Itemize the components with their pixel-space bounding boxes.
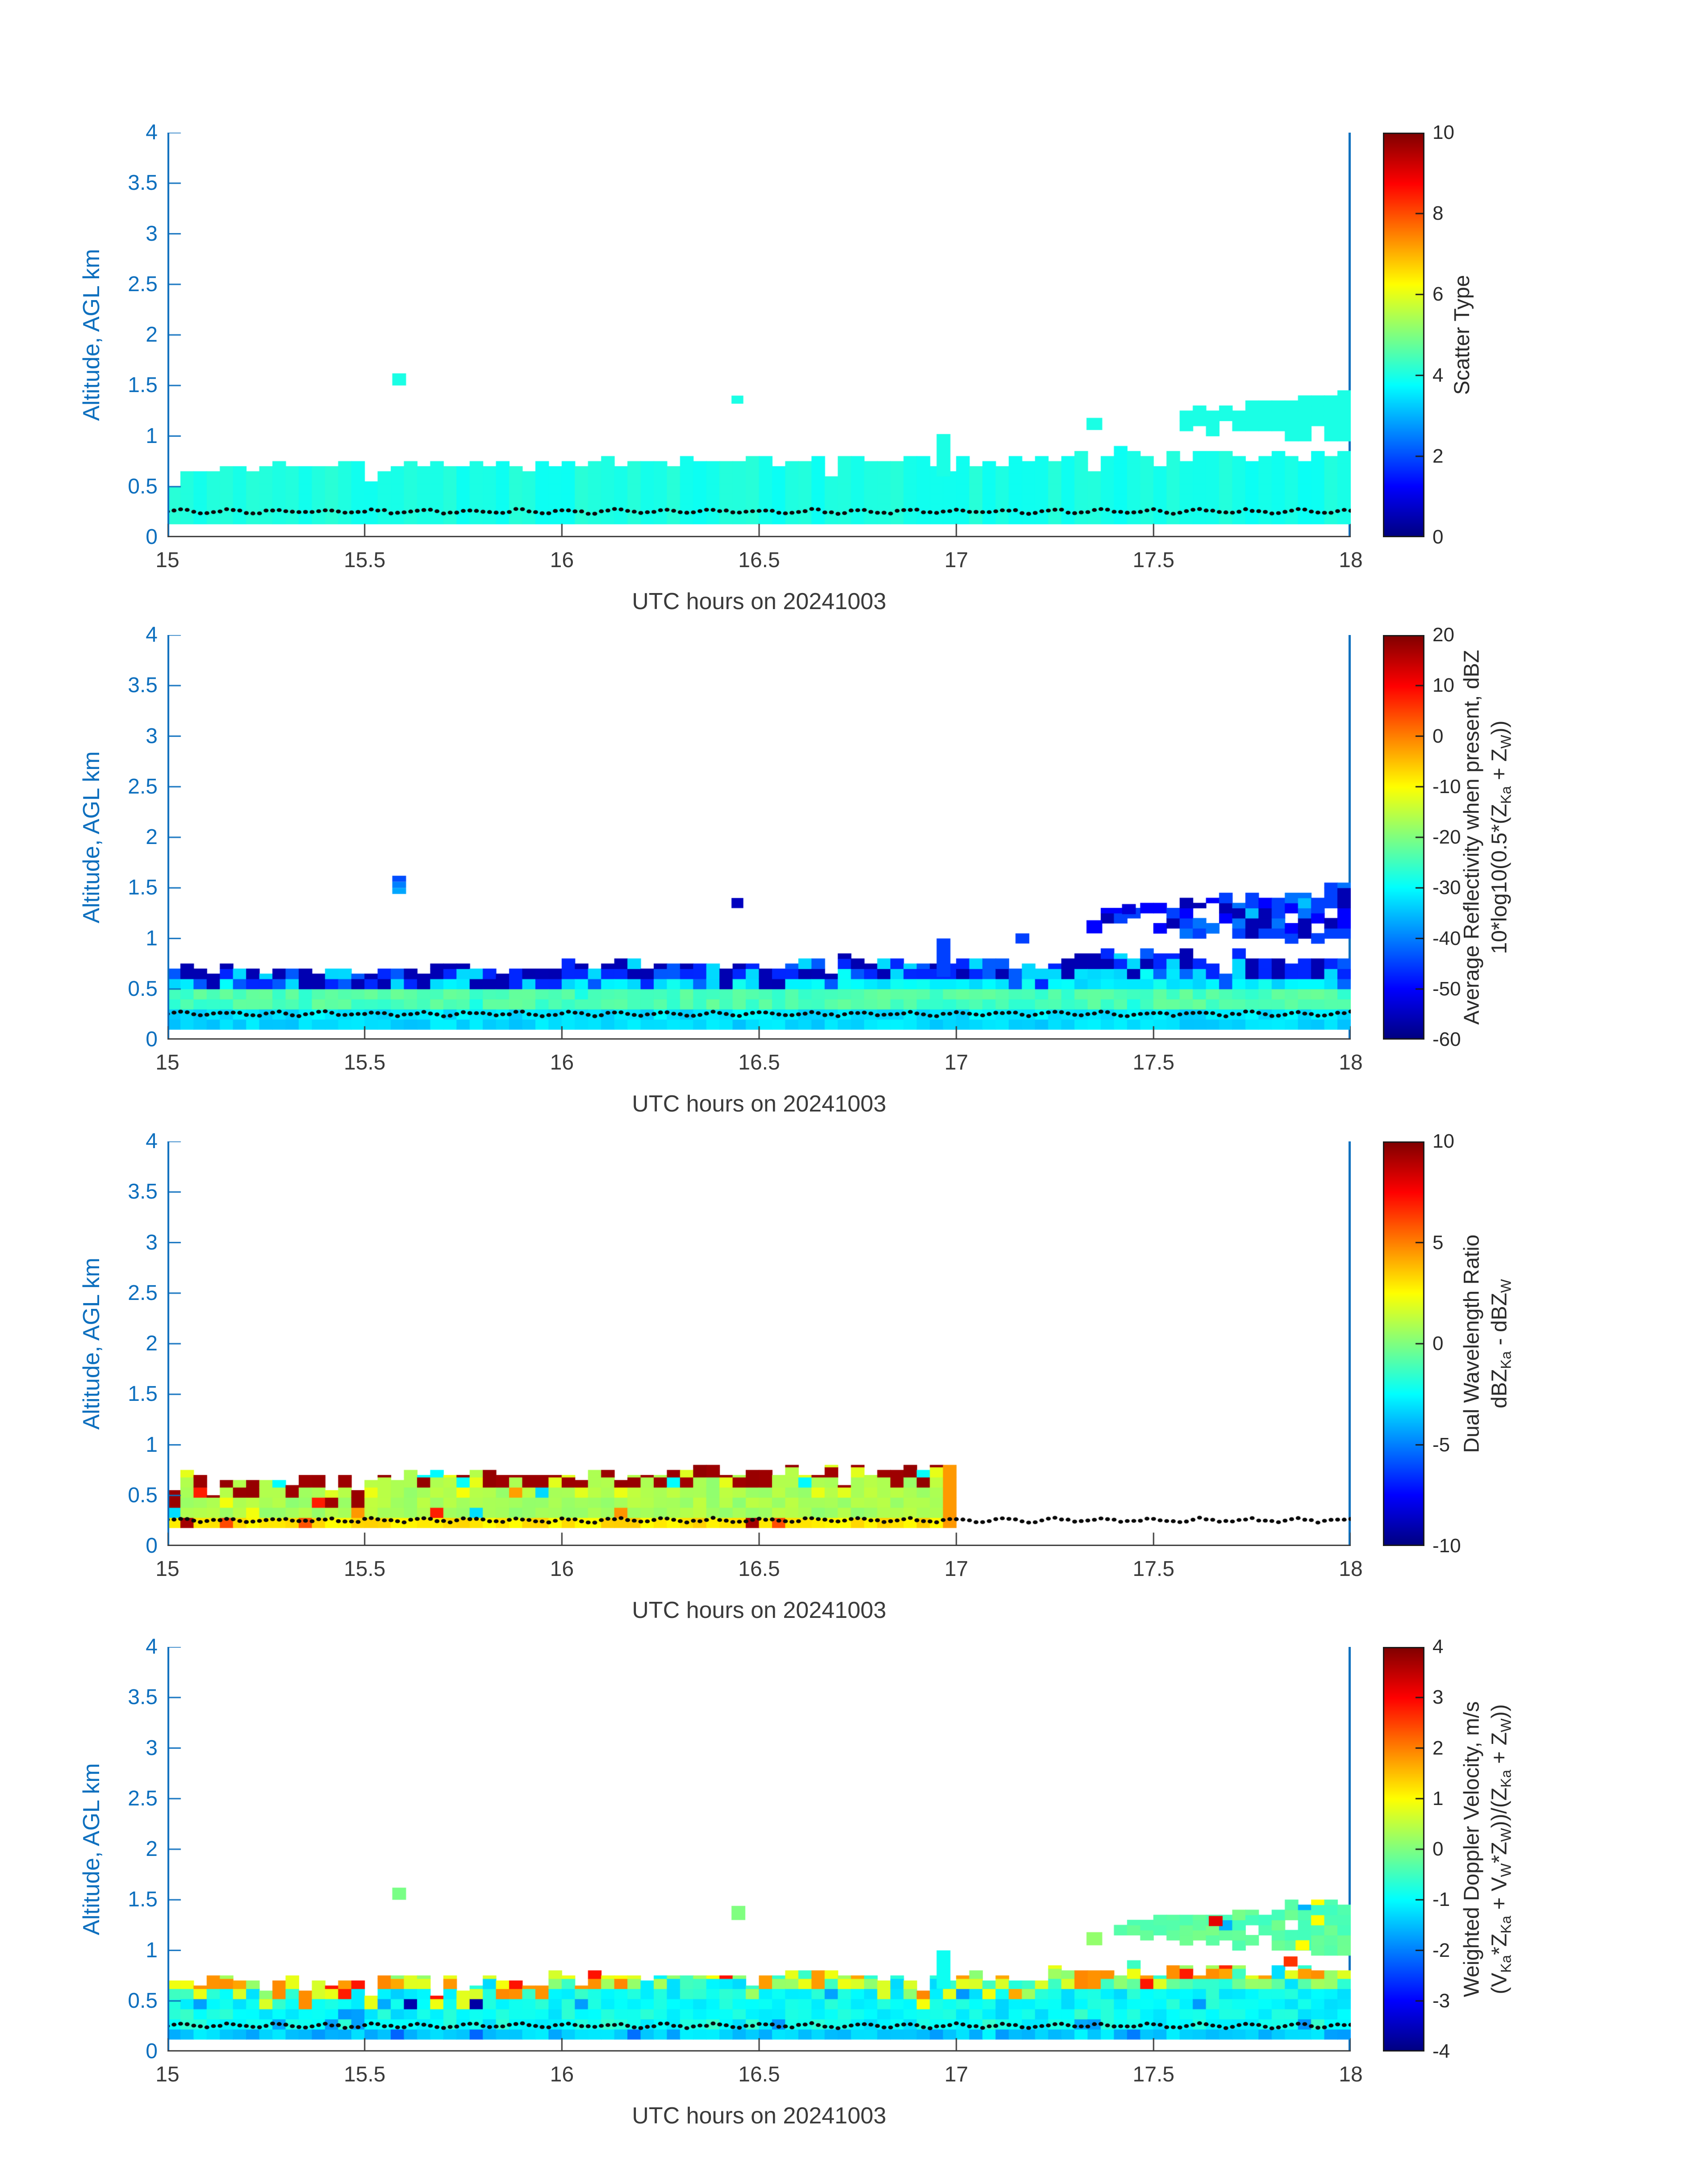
y-tick-label: 0 xyxy=(146,2039,158,2063)
colorbar-title-scatter-type: Scatter Type xyxy=(1450,275,1474,395)
x-tick-label: 15.5 xyxy=(343,548,386,572)
colorbar-dual-wavelength-ratio xyxy=(1383,1141,1424,1546)
y-tick-label: 1.5 xyxy=(128,1382,158,1406)
x-tick-label: 17 xyxy=(944,1051,969,1074)
y-axis-label: Altitude, AGL km xyxy=(79,1258,104,1430)
x-tick-label: 15.5 xyxy=(343,1557,386,1581)
y-tick-label: 1.5 xyxy=(128,876,158,900)
x-axis-label: UTC hours on 20241003 xyxy=(632,1597,886,1623)
y-tick-label: 1 xyxy=(146,1433,158,1457)
y-tick-label: 3 xyxy=(146,724,158,748)
colorbar-tick-label: -30 xyxy=(1432,877,1461,899)
x-axis-label: UTC hours on 20241003 xyxy=(632,1091,886,1117)
y-tick-label: 1 xyxy=(146,1938,158,1962)
colorbar-tick-label: 10 xyxy=(1432,121,1454,143)
colorbar-tick-label: -20 xyxy=(1432,826,1461,848)
y-tick-label: 3 xyxy=(146,221,158,246)
x-tick-label: 16.5 xyxy=(738,548,780,572)
x-axis-label: UTC hours on 20241003 xyxy=(632,589,886,614)
x-tick-label: 16 xyxy=(550,548,574,572)
colorbar-tick-label: 5 xyxy=(1432,1231,1444,1254)
x-tick-label: 15.5 xyxy=(343,2063,386,2086)
y-tick-label: 2.5 xyxy=(128,774,158,798)
y-axis-label: Altitude, AGL km xyxy=(79,751,104,923)
colorbar-average-reflectivity xyxy=(1383,635,1424,1040)
x-tick-label: 16.5 xyxy=(738,2063,780,2086)
y-tick-label: 4 xyxy=(146,121,158,144)
y-tick-label: 2 xyxy=(146,1332,158,1355)
y-tick-label: 0.5 xyxy=(128,474,158,498)
y-tick-label: 0.5 xyxy=(128,977,158,1001)
colorbar-tick-label: 10 xyxy=(1432,674,1454,697)
y-tick-label: 0.5 xyxy=(128,1483,158,1507)
colorbar-tick-label: -5 xyxy=(1432,1433,1450,1456)
panel-dual-wavelength-ratio xyxy=(0,1129,1708,1673)
panel-weighted-doppler-velocity xyxy=(0,1635,1708,2177)
colorbar-tick-label: 0 xyxy=(1432,725,1444,747)
colorbar-tick-label: -50 xyxy=(1432,978,1461,1000)
x-tick-label: 16.5 xyxy=(738,1051,780,1074)
y-tick-label: 1.5 xyxy=(128,373,158,397)
x-tick-label: 16 xyxy=(550,1051,574,1074)
panel-average-reflectivity xyxy=(0,623,1708,1166)
heatmap-scatter-type xyxy=(167,133,1351,537)
colorbar-tick-label: 10 xyxy=(1432,1130,1454,1152)
y-tick-label: 3.5 xyxy=(128,1685,158,1709)
x-tick-label: 18 xyxy=(1339,1557,1363,1581)
heatmap-weighted-doppler-velocity xyxy=(167,1647,1351,2052)
x-tick-label: 15 xyxy=(155,1557,180,1581)
colorbar-title-dual-wavelength-ratio: Dual Wavelength Ratio dBZ$_{Ka}$ - dBZ$_W$ xyxy=(1460,1234,1514,1453)
x-tick-label: 15.5 xyxy=(343,1051,386,1074)
colorbar-weighted-doppler-velocity xyxy=(1383,1647,1424,2052)
colorbar-title-weighted-doppler-velocity: Weighted Doppler Velocity, m/s $(V_{Ka}*Z_{Ka} + V_W*Z_W))/(Z_{Ka} + Z_W)$) xyxy=(1460,1701,1514,1997)
colorbar-tick-label: -10 xyxy=(1432,775,1461,798)
x-tick-label: 18 xyxy=(1339,1051,1363,1074)
colorbar-tick-label: 6 xyxy=(1432,283,1444,305)
colorbar-tick-label: 2 xyxy=(1432,1737,1444,1759)
heatmap-average-reflectivity xyxy=(167,635,1351,1040)
x-tick-label: 15 xyxy=(155,1051,180,1074)
y-tick-label: 0 xyxy=(146,1028,158,1051)
colorbar-tick-label: 0 xyxy=(1432,1838,1444,1860)
colorbar-tick-label: 20 xyxy=(1432,624,1454,646)
panel-scatter-type xyxy=(0,121,1708,664)
colorbar-tick-label: 1 xyxy=(1432,1787,1444,1809)
x-tick-label: 16 xyxy=(550,2063,574,2086)
colorbar-tick-label: -10 xyxy=(1432,1535,1461,1557)
y-tick-label: 0 xyxy=(146,1534,158,1558)
y-tick-label: 2 xyxy=(146,825,158,849)
x-tick-label: 17.5 xyxy=(1132,1557,1175,1581)
colorbar-tick-label: 8 xyxy=(1432,202,1444,225)
heatmap-dual-wavelength-ratio xyxy=(167,1141,1351,1546)
y-tick-label: 2.5 xyxy=(128,272,158,296)
x-tick-label: 17 xyxy=(944,548,969,572)
x-tick-label: 18 xyxy=(1339,2063,1363,2086)
colorbar-title-average-reflectivity: Average Reflectivity when present, dBZ $10*\log 10(0.5*(Z_{Ka} + Z_W))$ xyxy=(1460,650,1514,1025)
colorbar-tick-label: 0 xyxy=(1432,526,1444,548)
y-tick-label: 1.5 xyxy=(128,1888,158,1912)
colorbar-scatter-type xyxy=(1383,133,1424,537)
colorbar-tick-label: -2 xyxy=(1432,1939,1450,1961)
y-tick-label: 3 xyxy=(146,1230,158,1254)
x-tick-label: 15 xyxy=(155,2063,180,2086)
x-tick-label: 17.5 xyxy=(1132,2063,1175,2086)
y-tick-label: 4 xyxy=(146,623,158,647)
y-axis-label: Altitude, AGL km xyxy=(79,249,104,421)
y-tick-label: 0.5 xyxy=(128,1989,158,2013)
y-tick-label: 1 xyxy=(146,424,158,448)
y-tick-label: 2.5 xyxy=(128,1786,158,1810)
x-tick-label: 17.5 xyxy=(1132,1051,1175,1074)
colorbar-tick-label: 4 xyxy=(1432,364,1444,386)
x-tick-label: 17 xyxy=(944,1557,969,1581)
x-tick-label: 17.5 xyxy=(1132,548,1175,572)
colorbar-tick-label: -40 xyxy=(1432,927,1461,949)
colorbar-tick-label: -1 xyxy=(1432,1889,1450,1911)
y-tick-label: 4 xyxy=(146,1129,158,1153)
x-tick-label: 17 xyxy=(944,2063,969,2086)
x-axis-label: UTC hours on 20241003 xyxy=(632,2103,886,2129)
x-tick-label: 18 xyxy=(1339,548,1363,572)
y-tick-label: 2 xyxy=(146,323,158,347)
y-tick-label: 3 xyxy=(146,1736,158,1760)
y-tick-label: 3.5 xyxy=(128,673,158,698)
colorbar-tick-label: -3 xyxy=(1432,1989,1450,2012)
y-tick-label: 3.5 xyxy=(128,1180,158,1204)
y-tick-label: 3.5 xyxy=(128,171,158,195)
colorbar-tick-label: -60 xyxy=(1432,1028,1461,1050)
x-tick-label: 15 xyxy=(155,548,180,572)
x-tick-label: 16 xyxy=(550,1557,574,1581)
x-tick-label: 16.5 xyxy=(738,1557,780,1581)
y-tick-label: 2 xyxy=(146,1837,158,1861)
colorbar-tick-label: 2 xyxy=(1432,445,1444,467)
colorbar-tick-label: -4 xyxy=(1432,2040,1450,2062)
y-tick-label: 1 xyxy=(146,926,158,950)
y-tick-label: 0 xyxy=(146,525,158,549)
colorbar-tick-label: 4 xyxy=(1432,1636,1444,1658)
y-axis-label: Altitude, AGL km xyxy=(79,1763,104,1935)
y-tick-label: 4 xyxy=(146,1635,158,1659)
colorbar-tick-label: 0 xyxy=(1432,1333,1444,1354)
colorbar-tick-label: 3 xyxy=(1432,1686,1444,1709)
y-tick-label: 2.5 xyxy=(128,1281,158,1305)
